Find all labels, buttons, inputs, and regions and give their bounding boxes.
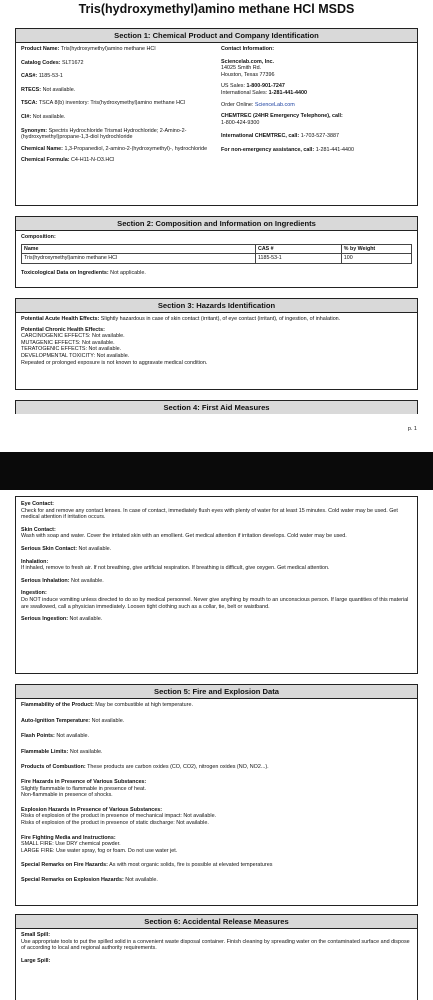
explosion-hazards-line-1: Risks of explosion of the product in presence of mechanical impact: Not available. [21,813,217,820]
inhalation-text: If inhaled, remove to fresh air. If not breathing, give artificial respiration. If breathing is difficult, give oxygen. Get medical attention. [21,565,330,572]
chemtrec-phone: 1-800-424-9300 [221,119,260,126]
section-1-heading: Section 1: Chemical Product and Company Identification [16,29,417,43]
us-sales-label: US Sales: [221,83,245,90]
page-separator [0,452,433,490]
flammable-limits-text: Not available. [69,748,103,755]
chronic-teratogenic: TERATOGENIC EFFECTS: Not available. [21,346,122,353]
chemical-formula: C4-H11-N-O3.HCl [71,157,115,164]
product-name-label: Product Name: [21,46,60,52]
chronic-repeated: Repeated or prolonged exposure is not known to aggravate medical condition. [21,359,208,366]
serious-inhalation-label: Serious Inhalation: [21,577,70,584]
small-spill-text: Use appropriate tools to put the spilled solid in a convenient waste disposal container. Finish cleaning by spreading water on the contaminated surface and dispose of according to local and regional authority requirements. [21,938,410,952]
chronic-carcinogenic: CARCINOGENIC EFFECTS: Not available. [21,333,125,340]
acute-effects: Slightly hazardous in case of skin contact (irritant), of eye contact (irritant), of ingestion, of inhalation. [100,316,341,322]
combustion-label: Products of Combustion: [21,764,86,771]
section-3 [15,298,418,390]
catalog-label: Catalog Codes: [21,59,61,66]
chronic-mutagenic: MUTAGENIC EFFECTS: Not available. [21,339,115,346]
intl-sales-phone: 1-281-441-4400 [268,89,308,96]
fire-hazards-label: Fire Hazards in Presence of Various Substances: [21,778,147,785]
ingredient-weight: 100 [341,254,411,264]
serious-skin-label: Serious Skin Contact: [21,545,78,552]
large-spill-label: Large Spill: [21,957,51,964]
col-cas-header: CAS # [258,245,274,252]
order-online-link[interactable]: ScienceLab.com [254,101,295,108]
synonym: Spectris Hydrochloride Trismat Hydrochloride; 2-Amino-2-(hydroxymethyl)propane-1,3-diol hydrochloride [21,127,187,141]
remarks-fire-text: As with most organic solids, fire is possible at elevated temperatures [109,862,273,869]
serious-skin-text: Not available. [78,545,112,552]
fire-fighting-label: Fire Fighting Media and Instructions: [21,834,116,841]
acute-label: Potential Acute Health Effects: [21,316,100,322]
section-4-heading: Section 4: First Aid Measures [16,401,417,414]
section-4-heading-box [15,400,418,414]
tsca-label: TSCA: [21,100,38,107]
cas-label: CAS#: [21,73,38,80]
table-row [22,254,412,264]
intl-sales-label: International Sales: [221,89,268,96]
document-title: Tris(hydroxymethyl)amino methane HCl MSDS [78,2,355,16]
flammability-text: May be combustible at high temperature. [95,702,193,708]
flammable-limits-label: Flammable Limits: [21,748,69,755]
section-1 [15,28,418,206]
explosion-hazards-label: Explosion Hazards in Presence of Various Substances: [21,806,163,813]
nonemergency-phone: 1-281-441-4400 [315,146,355,153]
composition-table [21,244,412,264]
contact-label: Contact Information: [221,46,275,52]
section-4-content [15,496,418,674]
tox-label: Toxicological Data on Ingredients: [21,269,109,276]
ci-number: Not available. [32,113,66,120]
autoignition-text: Not available. [91,717,125,724]
chem-name-label: Chemical Name: [21,145,63,152]
section-6-heading: Section 6: Accidental Release Measures [16,915,417,929]
fire-fighting-line-2: LARGE FIRE: Use water spray, fog or foam. Do not use water jet. [21,847,178,854]
synonym-label: Synonym: [21,127,48,134]
formula-label: Chemical Formula: [21,157,70,164]
product-name: Tris(hydroxymethyl)amino methane HCl [60,46,156,52]
flash-points-label: Flash Points: [21,733,55,740]
company-name: Sciencelab.com, Inc. [221,58,275,65]
intl-chemtrec-phone: 1-703-527-3887 [300,133,340,140]
page-number: p. 1 [407,426,417,432]
ingredient-cas: 1185-53-1 [256,254,342,264]
serious-inhalation-text: Not available. [71,577,104,584]
skin-contact-text: Wash with soap and water. Cover the irritated skin with an emollient. Get medical attention if irritation develops. Cold water may be used. [21,533,347,540]
address-line-2: Houston, Texas 77396 [221,71,275,78]
cas-number: 1185-53-1 [38,73,63,80]
serious-ingestion-text: Not available. [69,616,103,623]
skin-contact-label: Skin Contact: [21,526,56,533]
autoignition-label: Auto-Ignition Temperature: [21,717,91,724]
chemical-name: 1,3-Propanediol, 2-amino-2-(hydroxymethyl)-, hydrochloride [64,145,208,152]
nonemergency-label: For non-emergency assistance, call: [221,146,315,153]
remarks-fire-label: Special Remarks on Fire Hazards: [21,862,108,869]
remarks-explosion-text: Not available. [125,876,158,883]
section-5 [15,684,418,906]
tsca: TSCA 8(b) inventory: Tris(hydroxymethyl)amino methane HCl [38,100,186,107]
eye-contact-label: Eye Contact: [21,501,54,507]
ingestion-text: Do NOT induce vomiting unless directed to do so by medical personnel. Never give anything by mouth to an unconscious person. If large quantities of this material are swallowed, call a physician immediately. Loosen tight clothing such as a collar, tie, belt or waistband. [21,596,409,610]
fire-fighting-line-1: SMALL FIRE: Use DRY chemical powder. [21,841,121,848]
address-line-1: 14025 Smith Rd. [221,65,262,72]
intl-chemtrec-label: International CHEMTREC, call: [221,133,300,140]
ingredient-name: Tris(hydroxymethyl)amino methane HCl [22,254,256,264]
rtecs-label: RTECS: [21,86,42,93]
ci-label: CI#: [21,113,32,120]
order-online-label: Order Online: [221,101,254,108]
rtecs: Not available. [42,86,76,93]
col-weight-header: % by Weight [343,245,376,252]
ingestion-label: Ingestion: [21,590,47,597]
catalog-codes: SLT1672 [62,59,84,66]
section-2-heading: Section 2: Composition and Information on Ingredients [16,217,417,231]
tox-data: Not applicable. [110,269,146,276]
combustion-text: These products are carbon oxides (CO, CO2), nitrogen oxides (NO, NO2...). [87,764,269,771]
col-name-header: Name [24,245,39,252]
explosion-hazards-line-2: Risks of explosion of the product in presence of static discharge: Not available. [21,819,209,826]
fire-hazards-line-2: Non-flammable in presence of shocks. [21,792,113,799]
section-2 [15,216,418,288]
section-6 [15,914,418,1000]
serious-ingestion-label: Serious Ingestion: [21,616,69,623]
section-3-heading: Section 3: Hazards Identification [16,299,417,313]
composition-label: Composition: [21,234,56,240]
inhalation-label: Inhalation: [21,558,49,565]
section-5-heading: Section 5: Fire and Explosion Data [16,685,417,699]
chronic-developmental: DEVELOPMENTAL TOXICITY: Not available. [21,352,130,359]
fire-hazards-line-1: Slightly flammable to flammable in presence of heat. [21,785,146,792]
flash-points-text: Not available. [56,733,90,740]
flammability-label: Flammability of the Product: [21,702,94,708]
remarks-explosion-label: Special Remarks on Explosion Hazards: [21,876,124,883]
chronic-label: Potential Chronic Health Effects: [21,326,105,333]
eye-contact-text: Check for and remove any contact lenses. In case of contact, immediately flush eyes with plenty of water for at least 15 minutes. Cold water may be used. Get medical attention if irritation occurs. [21,507,398,521]
small-spill-label: Small Spill: [21,932,51,938]
us-sales-phone: 1-800-901-7247 [246,83,285,90]
chemtrec-label: CHEMTREC (24HR Emergency Telephone), call: [221,113,343,120]
